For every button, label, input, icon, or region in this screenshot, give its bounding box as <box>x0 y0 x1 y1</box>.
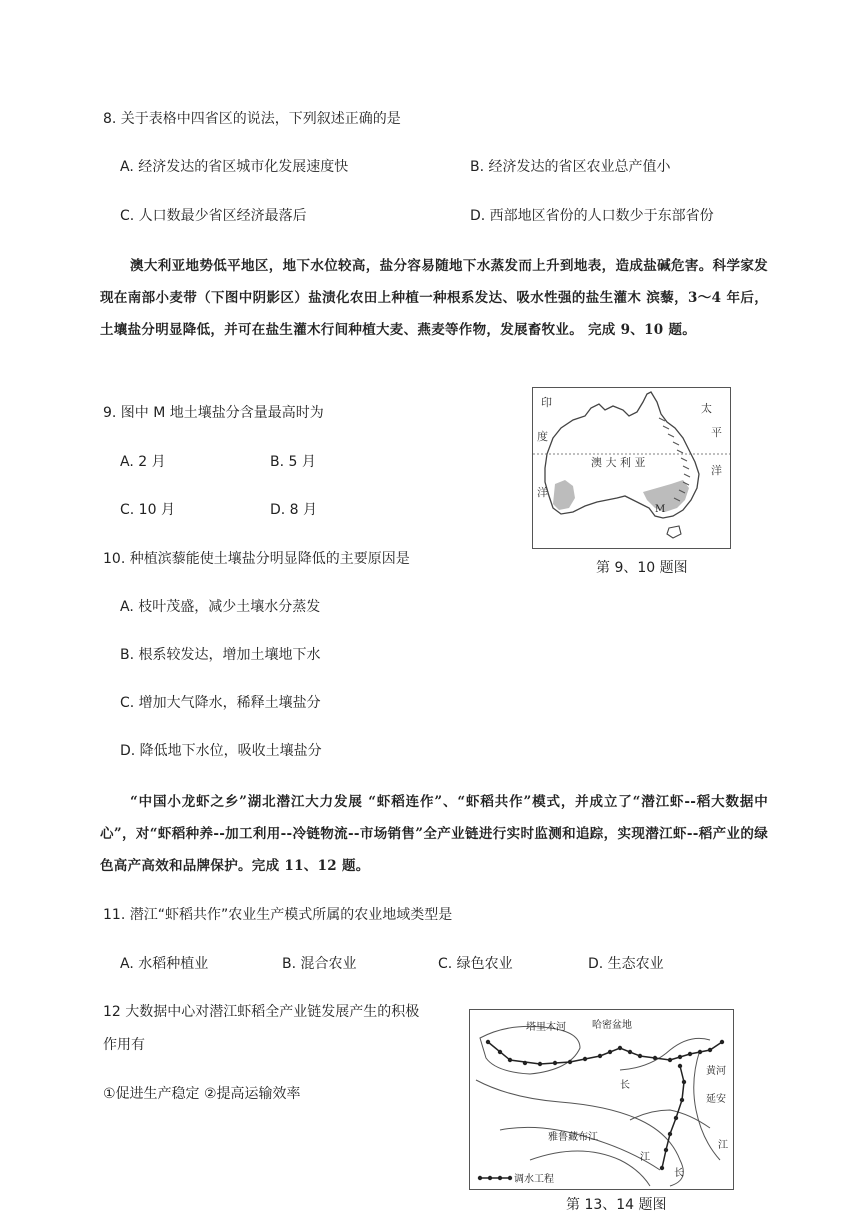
figure1-caption: 第 9、10 题图 <box>596 560 688 576</box>
label-australia: 澳 大 利 亚 <box>591 456 646 469</box>
q10-option-b: B. 根系较发达，增加土壤地下水 <box>120 647 321 663</box>
q10-option-d: D. 降低地下水位，吸收土壤盐分 <box>120 743 322 759</box>
label-yang-west: 洋 <box>537 486 548 499</box>
label-yarlung: 雅鲁藏布江 <box>548 1132 598 1143</box>
legend-label: 调水工程 <box>514 1174 554 1185</box>
q11-stem: 11. 潜江“虾稻共作”农业生产模式所属的农业地域类型是 <box>103 907 453 923</box>
q8-option-a: A. 经济发达的省区城市化发展速度快 <box>120 159 349 175</box>
q10-option-a: A. 枝叶茂盛，减少土壤水分蒸发 <box>120 599 321 615</box>
q11-option-a: A. 水稻种植业 <box>120 956 209 972</box>
label-tai: 太 <box>701 402 712 415</box>
label-jiang-1: 江 <box>640 1152 650 1163</box>
q9-stem: 9. 图中 M 地土壤盐分含量最高时为 <box>103 405 324 421</box>
label-chang-1: 长 <box>620 1080 630 1091</box>
label-yellow-river: 黄河 <box>706 1066 726 1077</box>
figure2-caption: 第 13、14 题图 <box>566 1197 667 1213</box>
q9-option-c: C. 10 月 <box>120 502 175 518</box>
label-chang-2: 长 <box>674 1168 684 1179</box>
label-jiang-2: 江 <box>718 1140 728 1151</box>
passage-australia: 澳大利亚地势低平地区，地下水位较高，盐分容易随地下水蒸发而上升到地表，造成盐碱危害。科学家发现在南部小麦带（下图中阴影区）盐渍化农田上种植一种根系发达、吸水性强的盐生灌木 滨藜，3～4 年后，土壤盐分明显降低，并可在盐生灌木行间种植大麦、燕麦等作物，发展畜牧业。 完成 9、10 题。 <box>100 258 768 338</box>
q8-option-d: D. 西部地区省份的人口数少于东部省份 <box>470 208 714 224</box>
label-yin: 印 <box>541 396 552 409</box>
label-du: 度 <box>537 430 548 443</box>
q11-option-b: B. 混合农业 <box>282 956 357 972</box>
q12-stem-line1: 12 大数据中心对潜江虾稻全产业链发展产生的积极 <box>103 1004 420 1020</box>
australia-map <box>532 387 731 549</box>
q8-option-c: C. 人口数最少省区经济最落后 <box>120 208 307 224</box>
label-ping: 平 <box>711 426 722 439</box>
q9-option-a: A. 2 月 <box>120 454 166 470</box>
q10-stem: 10. 种植滨藜能使土壤盐分明显降低的主要原因是 <box>103 551 410 567</box>
q9-option-d: D. 8 月 <box>270 502 318 518</box>
china-water-map-svg <box>470 1010 733 1189</box>
q11-option-d: D. 生态农业 <box>588 956 664 972</box>
q11-option-c: C. 绿色农业 <box>438 956 513 972</box>
china-water-map <box>469 1009 734 1190</box>
q12-stem-line2: 作用有 <box>103 1037 145 1053</box>
q9-option-b: B. 5 月 <box>270 454 316 470</box>
q10-option-c: C. 增加大气降水，稀释土壤盐分 <box>120 695 321 711</box>
label-yanan: 延安 <box>706 1094 726 1105</box>
q12-items: ①促进生产稳定 ②提高运输效率 <box>103 1086 301 1102</box>
q8-stem: 8. 关于表格中四省区的说法，下列叙述正确的是 <box>103 111 401 127</box>
label-hami: 哈密盆地 <box>592 1020 632 1031</box>
label-yang-east: 洋 <box>711 464 722 477</box>
australia-map-svg <box>533 388 730 548</box>
passage-crayfish: “中国小龙虾之乡”湖北潜江大力发展 “虾稻连作”、“虾稻共作”模式，并成立了“潜江虾--稻大数据中心”，对“虾稻种养--加工利用--冷链物流--市场销售”全产业链进行实时监测和追踪，实现潜江虾--稻产业的绿色高产高效和品牌保护。完成 11、12 题。 <box>100 794 768 874</box>
label-m: M <box>655 504 666 515</box>
label-tarim-river: 塔里木河 <box>526 1022 566 1033</box>
q8-option-b: B. 经济发达的省区农业总产值小 <box>470 159 671 175</box>
